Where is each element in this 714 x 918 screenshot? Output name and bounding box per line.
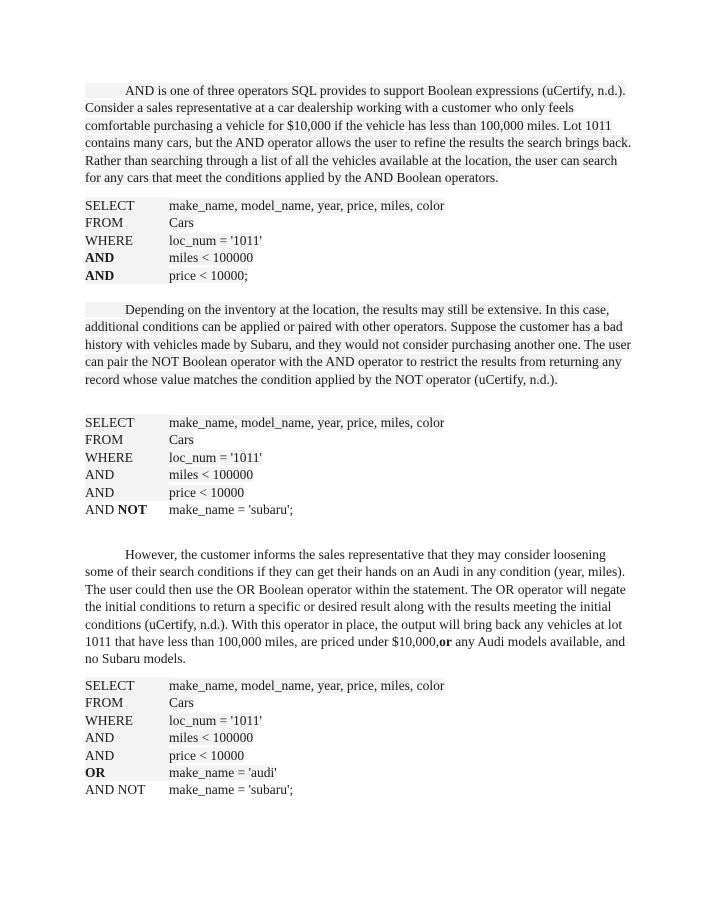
sql-keyword-and: AND [85, 501, 115, 517]
sql-argument: loc_num = '1011' [169, 449, 262, 465]
sql-argument: make_name = 'subaru'; [169, 782, 294, 798]
code-line [85, 197, 485, 214]
sql-argument: make_name, model_name, year, price, miles, color [169, 678, 445, 693]
sql-keyword: AND [85, 747, 169, 764]
paragraph-text: AND is one of three operators SQL provides to support Boolean expressions (uCertify, n.d.). Consider a sales representative at a car dealership working with a customer who only feels comfortable purchasing a vehicle for $10,000 if the vehicle has less than 100,000 miles. Lot 1011 contains many cars, but the AND operator allows the user to refine the results the search brings back. Rather than searching through a list of all the vehicles available at the location, the user can search for any cars that meet the conditions applied by the AND Boolean operators. [85, 83, 632, 186]
sql-query-not [85, 414, 485, 518]
paragraph-and-operator [85, 82, 633, 186]
sql-query-or [85, 677, 485, 799]
sql-argument: make_name = 'audi' [169, 764, 277, 780]
sql-argument: miles < 100000 [169, 250, 254, 266]
code-line [85, 431, 485, 448]
sql-argument: price < 10000 [169, 747, 245, 763]
sql-argument: Cars [169, 215, 194, 231]
sql-keyword: WHERE [85, 449, 169, 466]
sql-keyword: WHERE [85, 232, 169, 249]
sql-keyword: FROM [85, 694, 169, 711]
sql-keyword: AND [85, 484, 169, 501]
sql-argument: make_name = 'subaru'; [169, 501, 294, 517]
sql-keyword: SELECT [85, 197, 169, 214]
sql-keyword: WHERE [85, 712, 169, 729]
paragraph-text-part3: any Audi models available, and no Subaru models. [85, 634, 626, 667]
sql-keyword: OR [85, 764, 169, 781]
sql-argument: Cars [169, 695, 194, 711]
sql-query-and [85, 197, 485, 284]
paragraph-text-part2: . With this operator in place, the output will bring back any vehicles at lot 1011 that have less than 100,000 miles, are priced under $10,000, [85, 616, 623, 650]
code-line [85, 214, 485, 231]
sql-argument: miles < 100000 [169, 730, 254, 746]
sql-keyword: AND [85, 729, 169, 746]
sql-argument: Cars [169, 432, 194, 448]
code-line [85, 249, 485, 266]
sql-argument: price < 10000 [169, 484, 245, 500]
sql-argument: price < 10000; [169, 267, 248, 283]
citation: (uCertify, n.d.) [144, 616, 225, 632]
sql-keyword-not: NOT [117, 501, 147, 517]
code-line [85, 484, 485, 501]
sql-keyword: AND [85, 249, 169, 266]
code-line [85, 414, 485, 431]
sql-argument: make_name, model_name, year, price, miles, color [169, 415, 445, 430]
code-line [85, 694, 485, 711]
paragraph-not-operator [85, 301, 633, 388]
sql-argument: loc_num = '1011' [169, 712, 262, 728]
code-line [85, 232, 485, 249]
sql-keyword: FROM [85, 214, 169, 231]
paragraph-or-operator [85, 546, 633, 668]
sql-keyword: SELECT [85, 414, 169, 431]
sql-keyword [85, 501, 169, 518]
sql-argument: make_name, model_name, year, price, miles, color [169, 198, 445, 213]
code-line [85, 781, 485, 798]
sql-argument: loc_num = '1011' [169, 232, 262, 248]
sql-keyword: AND NOT [85, 782, 146, 798]
code-line [85, 449, 485, 466]
code-line [85, 501, 485, 518]
sql-argument: miles < 100000 [169, 467, 254, 483]
code-line [85, 764, 485, 781]
code-line [85, 267, 485, 284]
paragraph-text-part1: However, the customer informs the sales representative that they may consider loosening some of their search conditions if they can get their hands on an Audi in any condition (year, miles). The user could then use the OR Boolean operator within the statement. The OR operator will negate the initial conditions to return a specific or desired result along with the results meeting the initial conditions [85, 547, 626, 632]
paragraph-text: Depending on the inventory at the location, the results may still be extensive. In this case, additional conditions can be applied or paired with other operators. Suppose the customer has a bad history with vehicles made by Subaru, and they would not consider purchasing another one. The user can pair the NOT Boolean operator with the AND operator to restrict the results from returning any record whose value matches the condition applied by the NOT operator (uCertify, n.d.). [85, 302, 631, 387]
code-line [85, 747, 485, 764]
sql-keyword: FROM [85, 431, 169, 448]
sql-keyword: AND [85, 267, 169, 284]
code-line [85, 712, 485, 729]
code-line [85, 466, 485, 483]
sql-keyword: SELECT [85, 677, 169, 694]
bold-or: or [439, 634, 452, 650]
sql-keyword: AND [85, 466, 169, 483]
code-line [85, 677, 485, 694]
code-line [85, 729, 485, 746]
